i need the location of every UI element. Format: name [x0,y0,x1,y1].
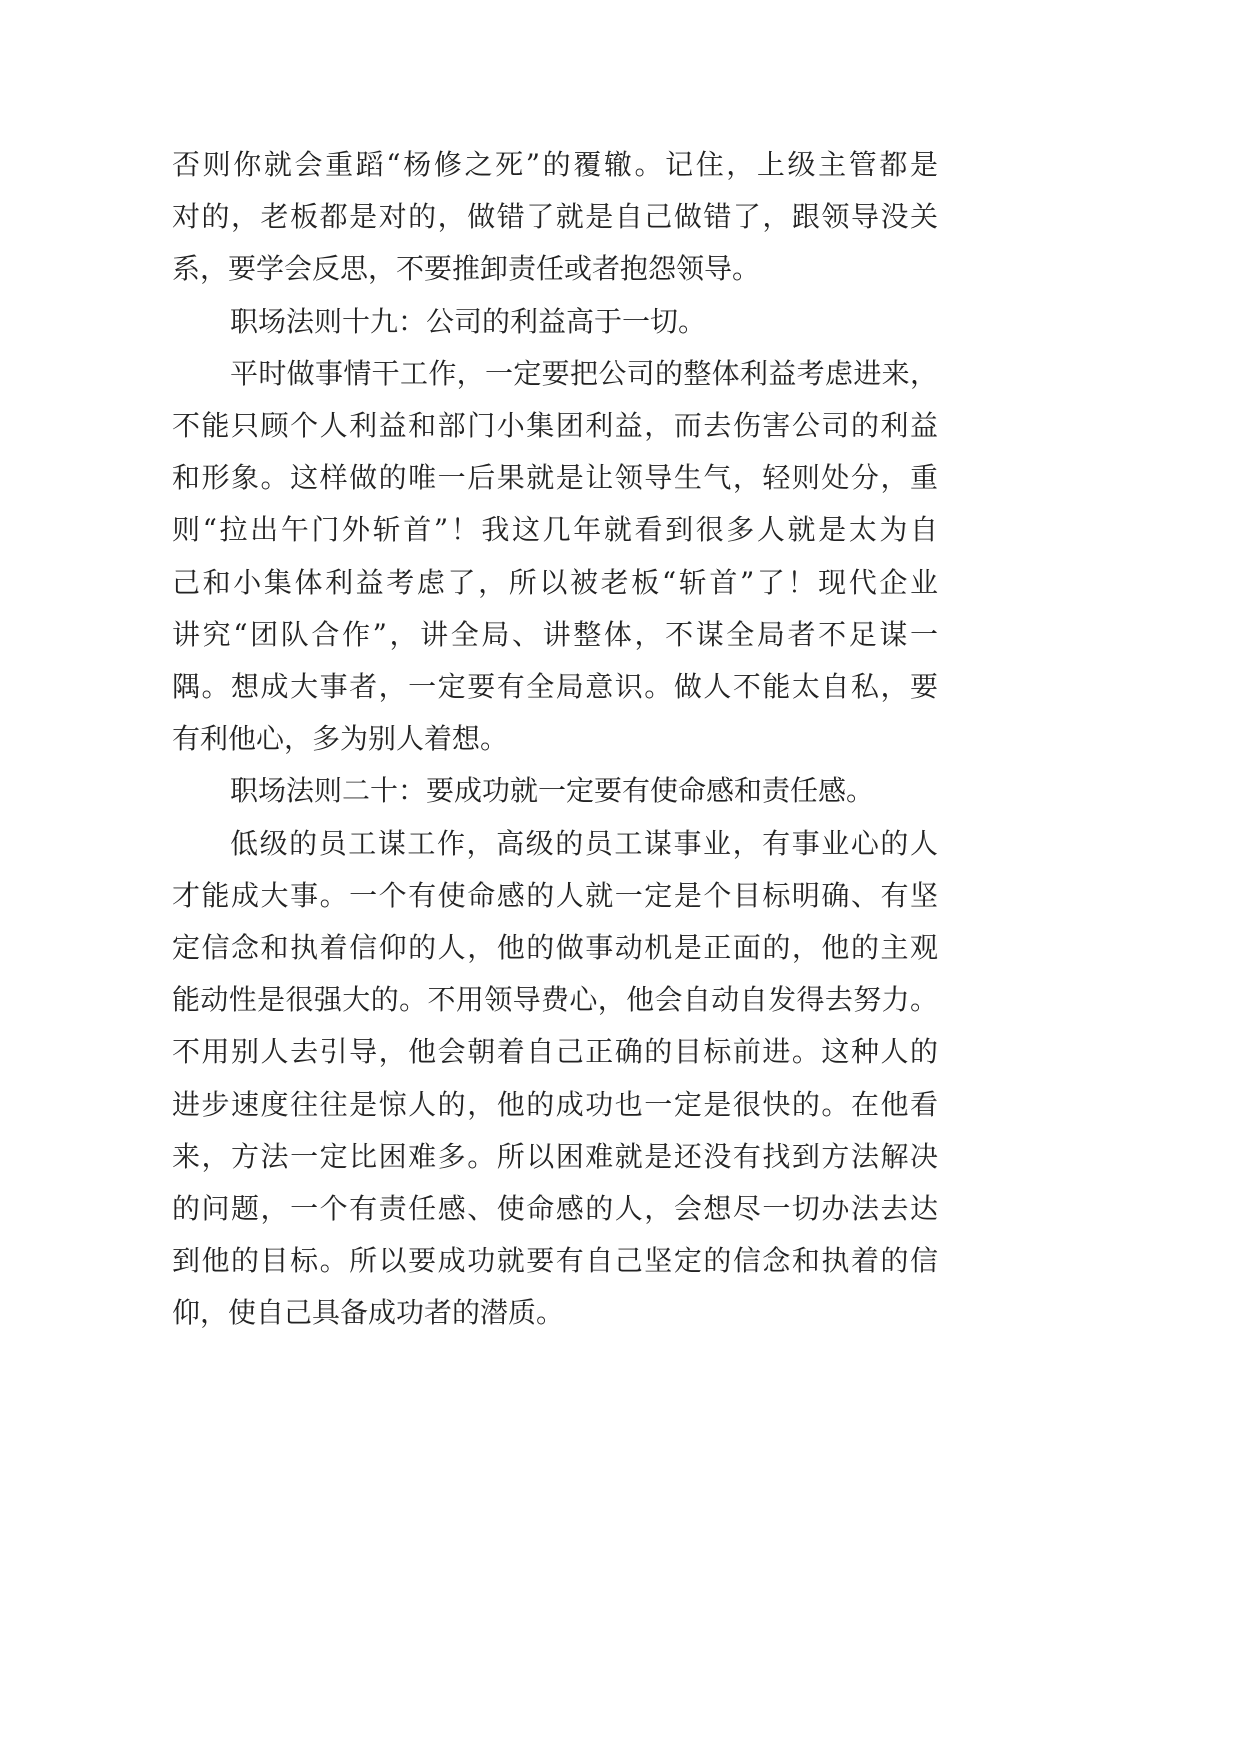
text-line: 则“拉出午门外斩首”！我这几年就看到很多人就是太为自 [172,513,938,547]
section-heading [172,765,938,817]
section-heading-text: 职场法则二十：要成功就一定要有使命感和责任感。 [230,774,875,808]
text-line: 低级的员工谋工作，高级的员工谋事业，有事业心的人 [230,826,938,860]
text-line: 才能成大事。一个有使命感的人就一定是个目标明确、有坚 [172,878,938,912]
text-line: 能动性是很强大的。不用领导费心，他会自动自发得去努力。 [172,983,938,1017]
text-line: 平时做事情干工作，一定要把公司的整体利益考虑进来， [230,356,938,390]
text-line: 仰，使自己具备成功者的潜质。 [172,1296,565,1330]
paragraph [172,139,938,296]
text-line: 来，方法一定比困难多。所以困难就是还没有找到方法解决 [172,1139,938,1173]
text-line: 有利他心，多为别人着想。 [172,722,509,756]
text-line: 和形象。这样做的唯一后果就是让领导生气，轻则处分，重 [172,461,938,495]
text-line: 讲究“团队合作”，讲全局、讲整体，不谋全局者不足谋一 [172,617,938,651]
text-line: 对的，老板都是对的，做错了就是自己做错了，跟领导没关 [172,200,938,234]
section-heading [172,296,938,348]
text-line: 不用别人去引导，他会朝着自己正确的目标前进。这种人的 [172,1035,938,1069]
text-line: 定信念和执着信仰的人，他的做事动机是正面的，他的主观 [172,931,938,965]
text-line: 的问题，一个有责任感、使命感的人，会想尽一切办法去达 [172,1192,938,1226]
text-line: 否则你就会重蹈“杨修之死”的覆辙。记住，上级主管都是 [172,148,938,181]
text-line: 到他的目标。所以要成功就要有自己坚定的信念和执着的信 [172,1244,938,1278]
text-line: 不能只顾个人利益和部门小集团利益，而去伤害公司的利益 [172,409,938,443]
section-heading-text: 职场法则十九：公司的利益高于一切。 [230,304,707,338]
paragraph [172,818,938,1340]
text-line: 己和小集体利益考虑了，所以被老板“斩首”了！现代企业 [172,565,938,599]
document-body [172,139,938,1340]
text-line: 系，要学会反思，不要推卸责任或者抱怨领导。 [172,252,761,286]
text-line: 隅。想成大事者，一定要有全局意识。做人不能太自私，要 [172,670,938,704]
text-line: 进步速度往往是惊人的，他的成功也一定是很快的。在他看 [172,1087,938,1121]
paragraph [172,348,938,766]
